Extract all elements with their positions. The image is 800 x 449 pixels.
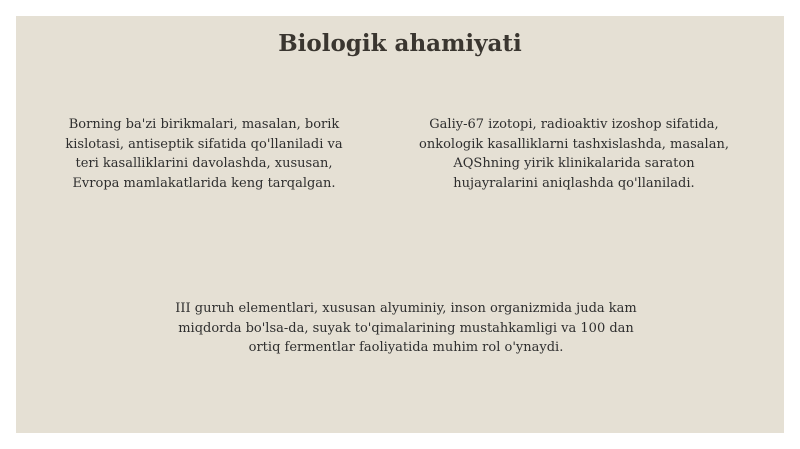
text-line: Evropa mamlakatlarida keng tarqalgan. — [72, 175, 336, 191]
text-line: miqdorda bo'lsa-da, suyak to'qimalarining mustahkamligi va 100 dan — [178, 320, 634, 336]
text-line: hujayralarini aniqlashda qo'llaniladi. — [453, 175, 695, 191]
text-line: ortiq fermentlar faoliyatida muhim rol o'ynaydi. — [248, 340, 564, 355]
text-line: III guruh elementlari, xususan alyuminiy, inson organizmida juda kam — [175, 301, 637, 316]
text-line: kislotasi, antiseptik sifatida qo'llaniladi va — [65, 136, 343, 152]
slide — [16, 16, 784, 433]
group-three-paragraph — [136, 299, 676, 358]
text-line: teri kasalliklarini davolashda, xususan, — [75, 156, 333, 171]
gallium-paragraph — [394, 115, 754, 193]
text-line: Borning ba'zi birikmalari, masalan, borik — [68, 117, 340, 132]
boron-paragraph — [44, 115, 364, 193]
slide-title: Biologik ahamiyati — [278, 30, 522, 57]
text-line: Galiy-67 izotopi, radioaktiv izoshop sifatida, — [429, 117, 719, 132]
text-line: onkologik kasalliklarni tashxislashda, masalan, — [419, 136, 729, 152]
text-line: AQShning yirik klinikalarida saraton — [453, 156, 695, 171]
